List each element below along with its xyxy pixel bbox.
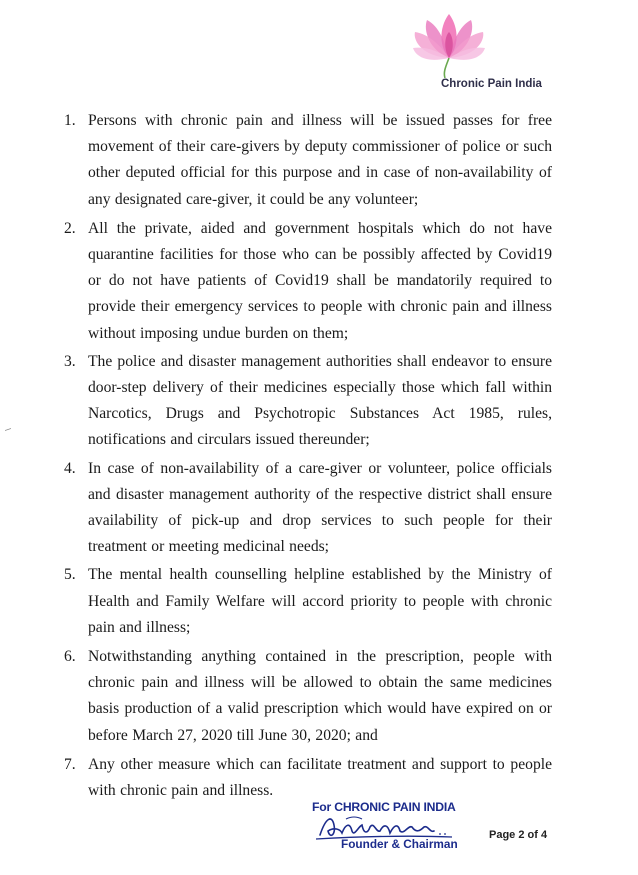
item-text: The mental health counselling helpline established by the Ministry of Health and Family Welfare will accord priority to people with chronic pain and illness;: [88, 566, 552, 636]
item-text: Any other measure which can facilitate treatment and support to people with chronic pain and illness.: [88, 755, 552, 800]
item-text: In case of non-availability of a care-giver or volunteer, police officials and disaster management authority of the respective district shall ensure availability of pick-up and drop services to such people for their treatment or meeting medicinal needs;: [88, 459, 552, 556]
item-number: 6.: [64, 648, 76, 666]
measures-list: [64, 108, 552, 804]
list-item: [64, 562, 552, 641]
item-text: All the private, aided and government hospitals which do not have quarantine facilities for those who can be possibly affected by Covid19 or do not have patients of Covid19 shall be mandatorily required to provide their emergency services to people with chronic pain and illness without imposing undue burden on them;: [88, 219, 552, 342]
stamp-organization: For CHRONIC PAIN INDIA: [312, 800, 456, 814]
list-item: [64, 456, 552, 561]
logo-text: Chronic Pain India: [441, 78, 542, 90]
list-item: [64, 108, 552, 213]
item-number: 7.: [64, 755, 76, 773]
item-number: 1.: [64, 112, 76, 129]
stamp-title: Founder & Chairman: [341, 837, 458, 851]
item-number: 3.: [64, 352, 76, 370]
item-number: 2.: [64, 219, 76, 237]
chronic-pain-india-logo: [405, 8, 545, 100]
lotus-icon: [413, 8, 485, 78]
item-text: The police and disaster management authorities shall endeavor to ensure door-step delivery of their medicines especially those which fall within Narcotics, Drugs and Psychotropic Substances Act 1985, rules, notifications and circulars issued thereunder;: [88, 352, 552, 449]
list-item: [64, 216, 552, 347]
signature-stamp: [300, 796, 475, 858]
scan-artifact: [5, 428, 11, 431]
item-text: Persons with chronic pain and illness will be issued passes for free movement of their care-givers by deputy commissioner of police or such other deputed official for this purpose and in case of non-availability of any designated care-giver, it could be any volunteer;: [88, 112, 552, 208]
list-item: [64, 644, 552, 749]
list-item: [64, 349, 552, 454]
item-text: Notwithstanding anything contained in the prescription, people with chronic pain and illness will be allowed to obtain the same medicines basis production of a valid prescription which would have expired on or before March 27, 2020 till June 30, 2020; and: [88, 648, 552, 744]
item-number: 4.: [64, 459, 76, 477]
page-number: Page 2 of 4: [489, 829, 548, 841]
item-number: 5.: [64, 566, 76, 584]
